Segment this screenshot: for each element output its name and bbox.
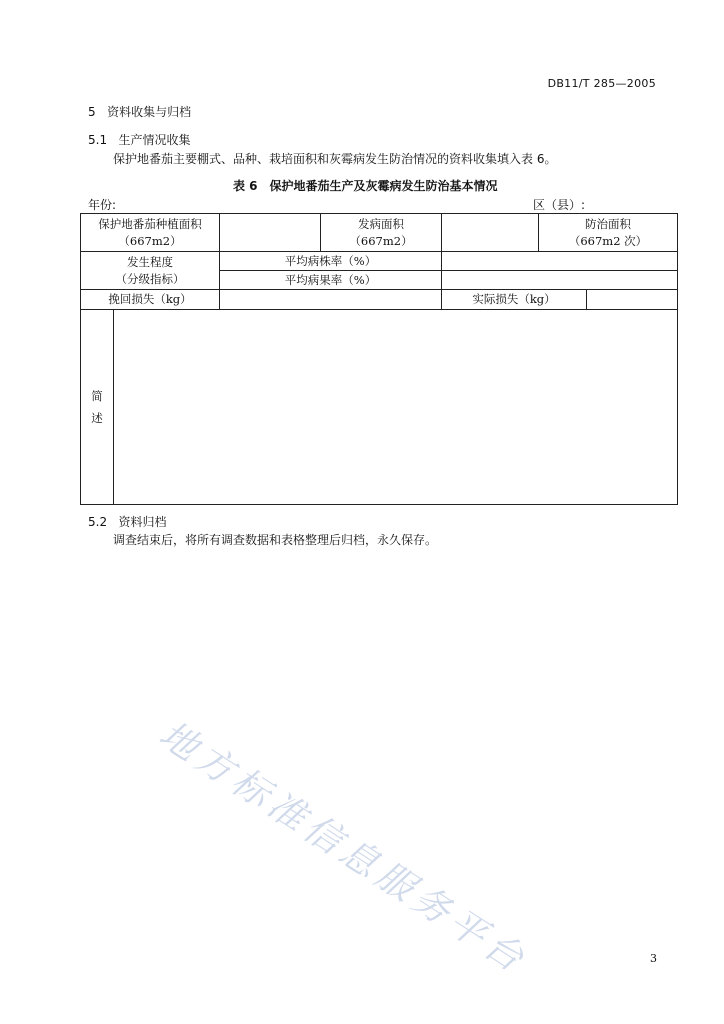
planting-area-header: 保护地番茄种植面积 （667m2） [81, 214, 220, 252]
planting-area-value [220, 214, 321, 252]
section-5-title: 资料收集与归档 [107, 105, 192, 119]
recovered-loss-label: 挽回损失（kg） [81, 290, 220, 310]
page-number: 3 [650, 952, 657, 965]
table-row [81, 252, 678, 271]
table-row [81, 290, 678, 310]
section-5-1-text: 保护地番茄主要棚式、品种、栽培面积和灰霉病发生防治情况的资料收集填入表 6。 [113, 152, 557, 166]
section-5-2-title: 资料归档 [118, 515, 167, 529]
control-area-header: 防治面积 （667m2 次） [539, 214, 678, 252]
section-5-1-number: 5.1 [88, 133, 108, 147]
summary-content [114, 310, 678, 505]
avg-fruit-rate-label: 平均病果率（%） [220, 271, 442, 290]
actual-loss-label: 实际损失（kg） [442, 290, 587, 310]
table-caption: 表 6 保护地番茄生产及灰霉病发生防治基本情况 [233, 179, 498, 193]
section-5-2-heading [88, 513, 167, 530]
watermark: 地方标准信息服务平台 [151, 712, 536, 983]
section-5-heading [88, 103, 191, 120]
section-5-1-title: 生产情况收集 [118, 133, 191, 147]
disease-area-header: 发病面积 （667m2） [321, 214, 442, 252]
avg-plant-rate-label: 平均病株率（%） [220, 252, 442, 271]
section-5-1-heading [88, 131, 191, 148]
section-5-2-text: 调查结束后，将所有调查数据和表格整理后归档，永久保存。 [113, 533, 438, 547]
table-row [81, 310, 678, 505]
actual-loss-value [587, 290, 678, 310]
year-label: 年份: [88, 198, 117, 212]
district-label: 区（县）: [533, 198, 586, 212]
severity-header: 发生程度 （分级指标） [81, 252, 220, 290]
section-5-2-number: 5.2 [88, 515, 108, 529]
avg-plant-rate-value [442, 252, 678, 271]
table-row [81, 214, 678, 252]
avg-fruit-rate-value [442, 271, 678, 290]
disease-area-value [442, 214, 539, 252]
section-5-number: 5 [88, 105, 96, 119]
recovered-loss-value [220, 290, 442, 310]
standard-code: DB11/T 285—2005 [547, 77, 656, 90]
table-6 [80, 213, 678, 505]
summary-label: 简 述 [81, 310, 114, 505]
